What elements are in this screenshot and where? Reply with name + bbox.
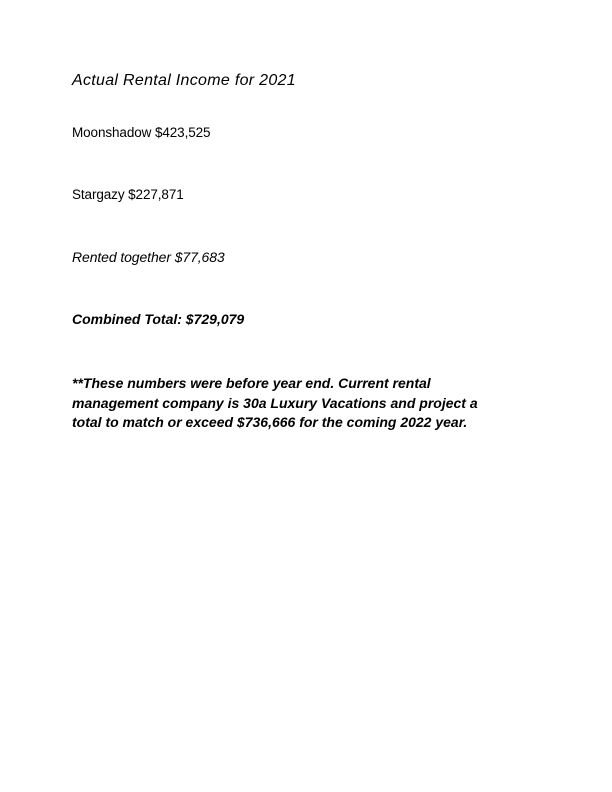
combined-total: Combined Total: $729,079 bbox=[72, 311, 245, 327]
footnote-line: management company is 30a Luxury Vacations and project a bbox=[72, 394, 478, 411]
income-item-stargazy: Stargazy $227,871 bbox=[72, 187, 184, 202]
document-title: Actual Rental Income for 2021 bbox=[72, 72, 296, 89]
footnote bbox=[72, 374, 532, 433]
footnote-line: **These numbers were before year end. Current rental bbox=[72, 375, 431, 391]
income-item-moonshadow: Moonshadow $423,525 bbox=[72, 125, 211, 140]
income-item-rented-together: Rented together $77,683 bbox=[72, 249, 225, 265]
footnote-line: total to match or exceed $736,666 for the coming 2022 year. bbox=[72, 414, 468, 430]
